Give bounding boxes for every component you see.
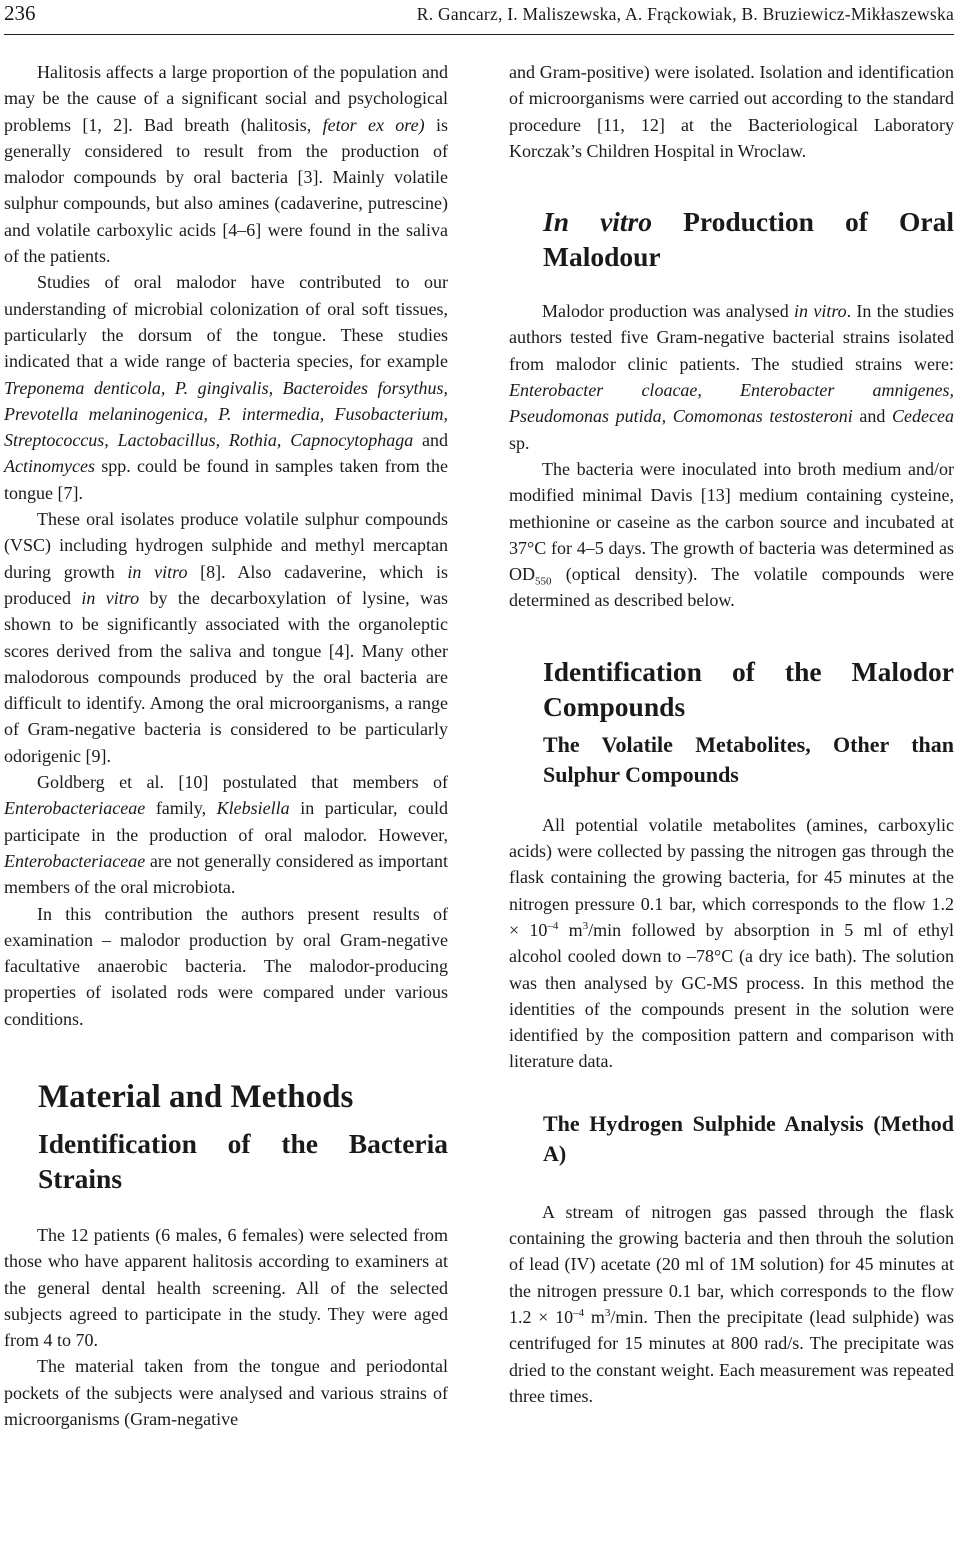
intro-paragraph-2: Studies of oral malodor have contributed to our understanding of microbial colonization of oral soft tissues, particularly the dorsum of the tongue. These studies indicated that a wide range of bacteria species, for example Treponema denticola, P. gingivalis, Bacteroides forsythus, Prevotella melaninogenica, P. intermedia, Fusobacterium, Streptococcus, Lactobacillus, Rothia, Capnocytophaga and Actinomyces spp. could be found in samples taken from the tongue [7]. bbox=[4, 272, 448, 503]
methods-paragraph-1: The 12 patients (6 males, 6 females) were selected from those who have apparent halitosis according to examiners at the general dental health screening. All of the selected subjects agreed to participate in the study. They were aged from 4 to 70. bbox=[4, 1224, 448, 1351]
page-header bbox=[4, 0, 954, 35]
intro-paragraph-3: These oral isolates produce volatile sulphur compounds (VSC) including hydrogen sulphide and methyl mercaptan during growth in vitro [8]. Also cadaverine, which is produced in vitro by the decarboxylation of lysine, was shown to be significantly associated with the organoleptic scores derived from the saliva and tongue [4]. Many other malodorous compounds produced by the oral bacteria are difficult to identify. Among the oral microorganisms, a range of Gram-negative bacteria is considered to be particularly odorigenic [9]. bbox=[4, 509, 448, 766]
methods-paragraph-continued: and Gram-positive) were isolated. Isolation and identification of microorganisms were carried out according to the standard procedure [11, 12] at the Bacteriological Laboratory Korczak’s Children Hospital in Wroclaw. bbox=[509, 62, 954, 161]
left-column bbox=[4, 59, 448, 1432]
section-heading-material-methods: Material and Methods bbox=[38, 1078, 354, 1115]
in-vitro-paragraph-2: The bacteria were inoculated into broth medium and/or modified minimal Davis [13] medium containing cysteine, methionine or caseine as the carbon source and incubated at 37°C for 4–5 days. The growth of bacteria was determined as $OD_{550}$ (optical density). The volatile compounds were determined as described below. bbox=[509, 458, 954, 611]
volatile-metabolites-paragraph: All potential volatile metabolites (amines, carboxylic acids) were collected by passing the nitrogen gas through the flask containing the growing bacteria, for 45 minutes at the nitrogen pressure 0.1 bar, which corresponds to the flow $1.2 \times 10^{-4}$ $m^3/\min$ followed by absorption in 5 ml of ethyl alcohol cooled down to –78°C (a dry ice bath). The solution was then analysed by GC-MS process. In this method the identities of the compounds present in the solution were identified by the composition pattern and comparison with literature data. bbox=[509, 814, 954, 1072]
methods-paragraph-2: The material taken from the tongue and periodontal pockets of the subjects were analysed and various strains of microorganisms (Gram-negative bbox=[4, 1356, 448, 1430]
running-head: R. Gancarz, I. Maliszewska, A. Frąckowiak, B. Bruziewicz-Mikłaszewska bbox=[416, 4, 954, 24]
intro-paragraph-4: Goldberg et al. [10] postulated that members of Enterobacteriaceae family, Klebsiella in particular, could participate in the production of oral malodor. However, Enterobacteriaceae are not generally considered as important members of the oral microbiota. bbox=[4, 772, 448, 898]
hydrogen-sulphide-paragraph: A stream of nitrogen gas passed through the flask containing the growing bacteria and then throuh the solution of lead (IV) acetate (20 ml of 1M solution) for 45 minutes at the nitrogen pressure 0.1 bar, which corresponds to the flow $1.2 \times 10^{-4}$ $m^3/\min$. Then the precipitate (lead sulphide) was centrifuged for 15 minutes at 800 rad/s. The precipitate was dried to the constant weight. Each measurement was repeated three times. bbox=[509, 1201, 954, 1406]
right-column bbox=[509, 59, 954, 1409]
subsection-heading-bacteria-strains: Identification of the Bacteria Strains bbox=[38, 1127, 448, 1194]
page-number: 236 bbox=[4, 1, 36, 25]
intro-paragraph-5: In this contribution the authors present results of examination – malodor production by oral Gram-negative facultative anaerobic bacteria. The malodor-producing properties of isolated rods were compared under various conditions. bbox=[4, 903, 448, 1029]
subsection-heading-in-vitro: In vitro Production of Oral Malodour bbox=[543, 206, 955, 273]
subheading-hydrogen-sulphide: The Hydrogen Sulphide Analysis (Method A) bbox=[543, 1110, 954, 1166]
subheading-volatile-metabolites: The Volatile Metabolites, Other than Sulphur Compounds bbox=[543, 731, 954, 787]
intro-paragraph-1: Halitosis affects a large proportion of the population and may be the cause of a significant social and psychological problems [1, 2]. Bad breath (halitosis, fetor ex ore) is generally considered to result from the production of malodor compounds by oral bacteria [3]. Mainly volatile sulphur compounds, but also amines (cadaverine, putrescine) and volatile carboxylic acids [4–6] were found in the saliva of the patients. bbox=[4, 62, 448, 267]
subsection-heading-malodor-compounds: Identification of the Malodor Compounds bbox=[543, 655, 954, 722]
in-vitro-paragraph-1: Malodor production was analysed in vitro. In the studies authors tested five Gram-negative bacterial strains isolated from malodor clinic patients. The studied strains were: Enterobacter cloacae, Enterobacter amnigenes, Pseudomonas putida, Comomonas testosteroni and Cedecea sp. bbox=[509, 301, 954, 453]
